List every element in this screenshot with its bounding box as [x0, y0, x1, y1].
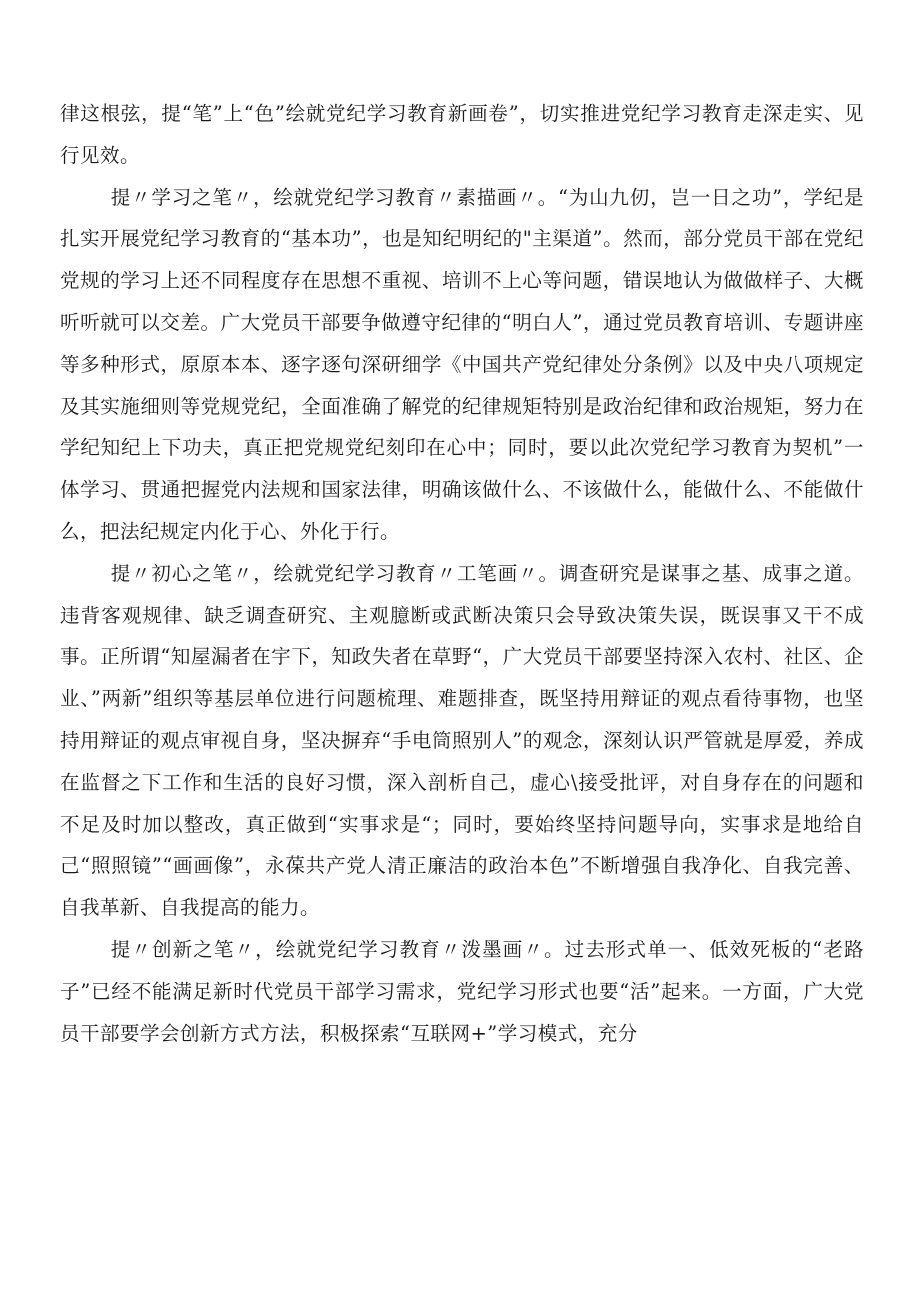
paragraph-innovation-pen: 提〃创新之笔〃，绘就党纪学习教育〃泼墨画〃。过去形式单一、低效死板的“老路子”已经不能满足新时代党员干部学习需求，党纪学习形式也要“活”起来。一方面，广大党员干部要学会创新方式方法，积极探索“互联网+”学习模式，充分 — [60, 937, 864, 1045]
document-body — [60, 93, 864, 1054]
paragraph-continuation: 律这根弦，提“笔”上“色”绘就党纪学习教育新画卷”，切实推进党纪学习教育走深走实、见行见效。 — [60, 102, 864, 167]
paragraph-original-intention-pen: 提〃初心之笔〃，绘就党纪学习教育〃工笔画〃。调查研究是谋事之基、成事之道。违背客观规律、缺乏调查研究、主观臆断或武断决策只会导致决策失误，既误事又干不成事。正所谓“知屋漏者在宇下，知政失者在草野“，广大党员干部要坚持深入农村、社区、企业、”两新”组织等基层单位进行问题梳理、难题排查，既坚持用辩证的观点看待事物，也坚持用辩证的观点审视自身，坚决摒弃“手电筒照别人”的观念，深刻认识严管就是厚爱，养成在监督之下工作和生活的良好习惯，深入剖析自己，虚心\接受批评，对自身存在的问题和不足及时加以整改，真正做到“实事求是“；同时，要始终坚持问题导向，实事求是地给自己“照照镜”“画画像”，永葆共产党人清正廉洁的政治本色”不断增强自我净化、自我完善、自我革新、自我提高的能力。 — [60, 561, 864, 920]
paragraph-study-pen: 提〃学习之笔〃，绘就党纪学习教育〃素描画〃。“为山九仞，岂一日之功”，学纪是扎实开展党纪学习教育的“基本功”，也是知纪明纪的"主渠道”。然而，部分党员干部在党纪党规的学习上还不同程度存在思想不重视、培训不上心等问题，错误地认为做做样子、大概听听就可以交差。广大党员干部要争做遵守纪律的“明白人”，通过党员教育培训、专题讲座等多种形式，原原本本、逐字逐句深研细学《中国共产党纪律处分条例》以及中央八项规定及其实施细则等党规党纪，全面准确了解党的纪律规矩特别是政治纪律和政治规矩，努力在学纪知纪上下功夫，真正把党规党纪刻印在心中；同时，要以此次党纪学习教育为契机”一体学习、贯通把握党内法规和国家法律，明确该做什么、不该做什么，能做什么、不能做什么，把法纪规定内化于心、外化于行。 — [60, 185, 864, 543]
